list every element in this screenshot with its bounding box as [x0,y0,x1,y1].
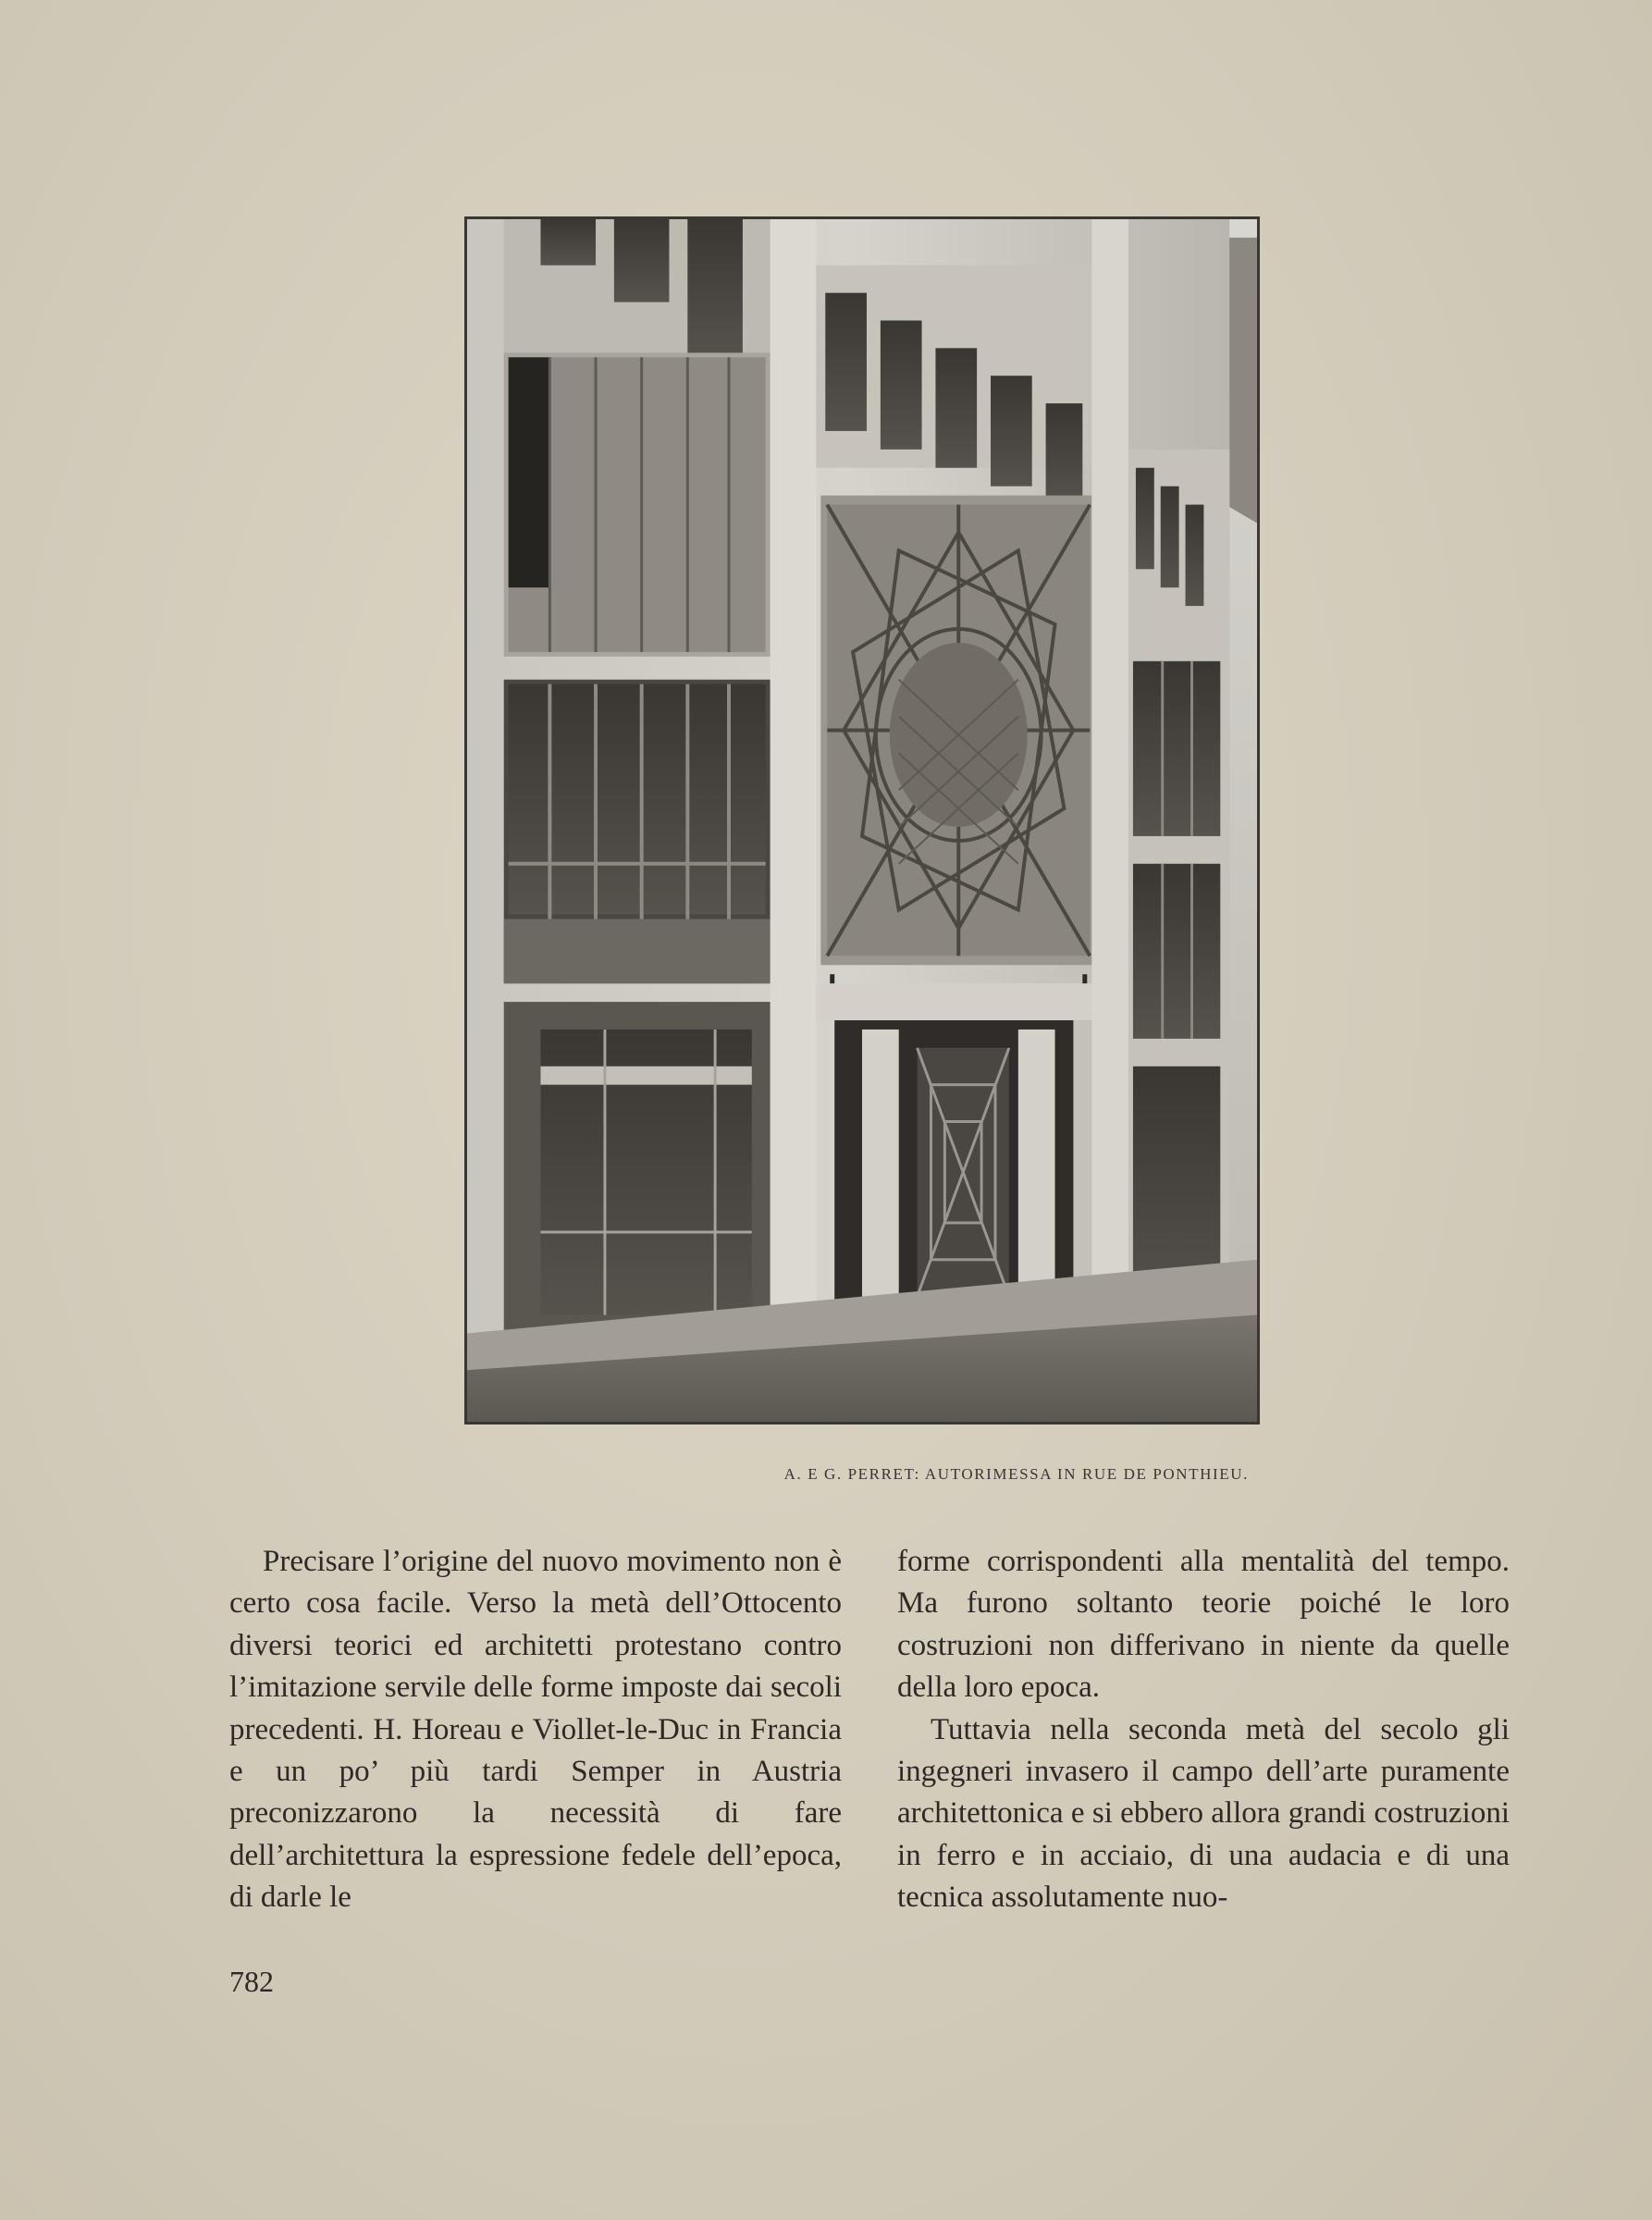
figure-caption: A. E G. PERRET: AUTORIMESSA IN RUE DE PONTHIEU. [783,1465,1249,1483]
text-column-right [897,1541,1510,1919]
photograph-plate [464,216,1260,1424]
paragraph: forme corrispondenti alla mentalità del tempo. Ma furono soltanto teorie poiché le loro costruzioni non differivano in niente da quelle della loro epoca. [897,1545,1510,1705]
page-number: 782 [229,1965,274,1998]
building-facade-photo [467,219,1257,1422]
text-column-left [229,1541,842,1919]
paragraph: Tuttavia nella seconda metà del secolo gli ingegneri invasero il campo dell’arte puramente architettonica e si ebbero allora grandi costruzioni in ferro e in acciaio, di una audacia e di una tecnica assolutamente nuo- [897,1712,1510,1915]
paragraph: Precisare l’origine del nuovo movimento non è certo cosa facile. Verso la metà dell’Ottocento diversi teorici ed architetti protestano contro l’imitazione servile delle forme imposte dai secoli precedenti. H. Horeau e Viollet-le-Duc in Francia e un po’ più tardi Semper in Austria preconizzarono la necessità di fare dell’architettura la espressione fedele dell’epoca, di darle le [229,1545,842,1915]
